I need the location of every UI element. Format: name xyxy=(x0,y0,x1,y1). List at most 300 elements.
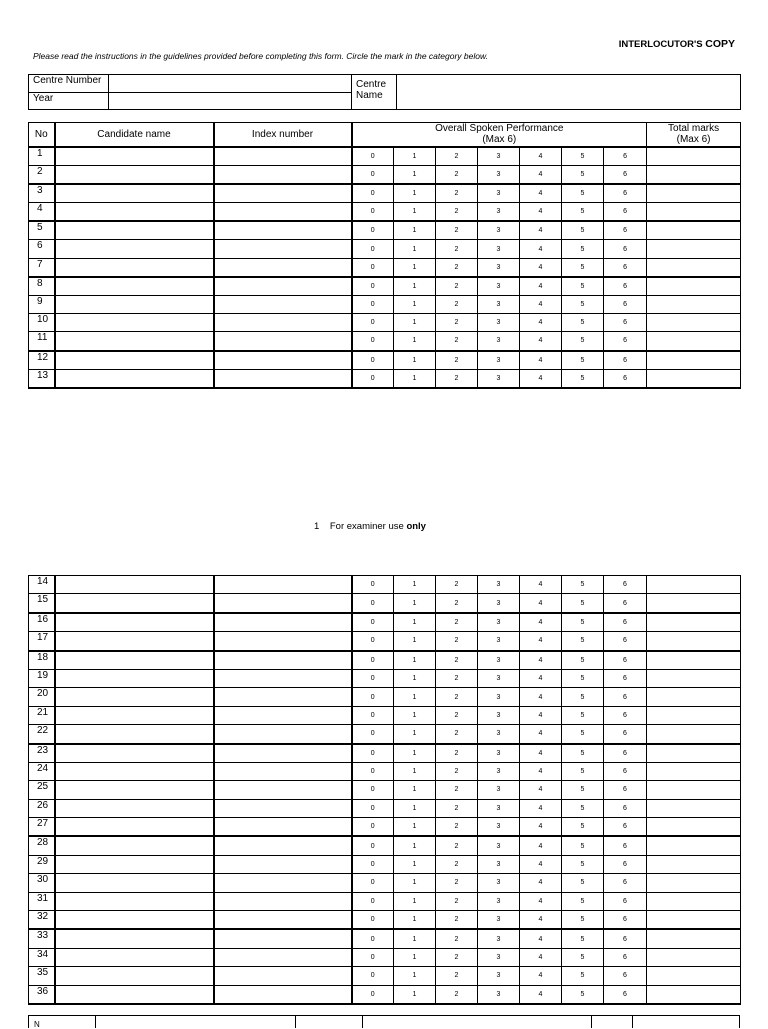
mark-option-0[interactable]: 0 xyxy=(352,203,394,222)
candidate-name-field[interactable] xyxy=(55,706,214,724)
mark-option-2[interactable]: 2 xyxy=(436,165,478,184)
mark-option-1[interactable]: 1 xyxy=(394,836,436,855)
mark-option-3[interactable]: 3 xyxy=(478,203,520,222)
mark-option-2[interactable]: 2 xyxy=(436,203,478,222)
candidate-name-field[interactable] xyxy=(55,651,214,670)
mark-option-6[interactable]: 6 xyxy=(604,967,647,985)
mark-option-6[interactable]: 6 xyxy=(604,369,647,388)
mark-option-2[interactable]: 2 xyxy=(436,855,478,873)
mark-option-1[interactable]: 1 xyxy=(394,221,436,240)
mark-option-0[interactable]: 0 xyxy=(352,874,394,892)
mark-option-6[interactable]: 6 xyxy=(604,651,647,670)
mark-option-3[interactable]: 3 xyxy=(478,985,520,1004)
mark-option-3[interactable]: 3 xyxy=(478,221,520,240)
mark-option-6[interactable]: 6 xyxy=(604,799,647,817)
mark-option-5[interactable]: 5 xyxy=(562,165,604,184)
index-number-field[interactable] xyxy=(214,651,352,670)
total-marks-field[interactable] xyxy=(647,165,741,184)
mark-option-1[interactable]: 1 xyxy=(394,669,436,687)
candidate-name-field[interactable] xyxy=(55,314,214,332)
candidate-name-field[interactable] xyxy=(55,892,214,910)
mark-option-4[interactable]: 4 xyxy=(520,967,562,985)
mark-option-4[interactable]: 4 xyxy=(520,147,562,166)
mark-option-3[interactable]: 3 xyxy=(478,892,520,910)
mark-option-1[interactable]: 1 xyxy=(394,296,436,314)
mark-option-1[interactable]: 1 xyxy=(394,277,436,296)
index-number-field[interactable] xyxy=(214,594,352,613)
mark-option-2[interactable]: 2 xyxy=(436,892,478,910)
mark-option-3[interactable]: 3 xyxy=(478,369,520,388)
mark-option-0[interactable]: 0 xyxy=(352,669,394,687)
index-number-field[interactable] xyxy=(214,165,352,184)
mark-option-4[interactable]: 4 xyxy=(520,258,562,277)
index-number-field[interactable] xyxy=(214,613,352,632)
mark-option-1[interactable]: 1 xyxy=(394,314,436,332)
mark-option-6[interactable]: 6 xyxy=(604,781,647,799)
candidate-name-field[interactable] xyxy=(55,632,214,651)
mark-option-0[interactable]: 0 xyxy=(352,576,394,594)
candidate-name-field[interactable] xyxy=(55,147,214,166)
mark-option-3[interactable]: 3 xyxy=(478,911,520,930)
mark-option-3[interactable]: 3 xyxy=(478,332,520,351)
mark-option-3[interactable]: 3 xyxy=(478,184,520,203)
total-marks-field[interactable] xyxy=(647,669,741,687)
mark-option-3[interactable]: 3 xyxy=(478,688,520,706)
mark-option-5[interactable]: 5 xyxy=(562,669,604,687)
index-number-field[interactable] xyxy=(214,240,352,258)
mark-option-4[interactable]: 4 xyxy=(520,277,562,296)
mark-option-2[interactable]: 2 xyxy=(436,314,478,332)
total-marks-field[interactable] xyxy=(647,613,741,632)
total-marks-field[interactable] xyxy=(647,314,741,332)
mark-option-4[interactable]: 4 xyxy=(520,892,562,910)
candidate-name-field[interactable] xyxy=(55,911,214,930)
mark-option-3[interactable]: 3 xyxy=(478,818,520,837)
mark-option-1[interactable]: 1 xyxy=(394,799,436,817)
mark-option-5[interactable]: 5 xyxy=(562,855,604,873)
mark-option-4[interactable]: 4 xyxy=(520,594,562,613)
mark-option-1[interactable]: 1 xyxy=(394,781,436,799)
mark-option-2[interactable]: 2 xyxy=(436,985,478,1004)
index-number-field[interactable] xyxy=(214,221,352,240)
mark-option-3[interactable]: 3 xyxy=(478,651,520,670)
candidate-name-field[interactable] xyxy=(55,818,214,837)
mark-option-5[interactable]: 5 xyxy=(562,296,604,314)
index-number-field[interactable] xyxy=(214,688,352,706)
mark-option-6[interactable]: 6 xyxy=(604,203,647,222)
candidate-name-field[interactable] xyxy=(55,744,214,763)
mark-option-2[interactable]: 2 xyxy=(436,632,478,651)
mark-option-5[interactable]: 5 xyxy=(562,799,604,817)
total-marks-field[interactable] xyxy=(647,688,741,706)
mark-option-2[interactable]: 2 xyxy=(436,221,478,240)
mark-option-5[interactable]: 5 xyxy=(562,706,604,724)
mark-option-3[interactable]: 3 xyxy=(478,576,520,594)
candidate-name-field[interactable] xyxy=(55,369,214,388)
mark-option-4[interactable]: 4 xyxy=(520,221,562,240)
total-marks-field[interactable] xyxy=(647,651,741,670)
index-number-field[interactable] xyxy=(214,799,352,817)
mark-option-6[interactable]: 6 xyxy=(604,258,647,277)
mark-option-3[interactable]: 3 xyxy=(478,929,520,948)
total-marks-field[interactable] xyxy=(647,706,741,724)
mark-option-5[interactable]: 5 xyxy=(562,836,604,855)
mark-option-2[interactable]: 2 xyxy=(436,277,478,296)
centre-number-field[interactable] xyxy=(109,75,352,93)
mark-option-1[interactable]: 1 xyxy=(394,632,436,651)
mark-option-2[interactable]: 2 xyxy=(436,651,478,670)
mark-option-4[interactable]: 4 xyxy=(520,576,562,594)
mark-option-1[interactable]: 1 xyxy=(394,184,436,203)
candidate-name-field[interactable] xyxy=(55,576,214,594)
mark-option-2[interactable]: 2 xyxy=(436,762,478,780)
index-number-field[interactable] xyxy=(214,203,352,222)
mark-option-4[interactable]: 4 xyxy=(520,762,562,780)
mark-option-1[interactable]: 1 xyxy=(394,165,436,184)
mark-option-6[interactable]: 6 xyxy=(604,985,647,1004)
mark-option-2[interactable]: 2 xyxy=(436,240,478,258)
mark-option-0[interactable]: 0 xyxy=(352,855,394,873)
mark-option-0[interactable]: 0 xyxy=(352,351,394,370)
index-number-field[interactable] xyxy=(214,855,352,873)
mark-option-2[interactable]: 2 xyxy=(436,332,478,351)
mark-option-5[interactable]: 5 xyxy=(562,369,604,388)
mark-option-4[interactable]: 4 xyxy=(520,855,562,873)
index-number-field[interactable] xyxy=(214,836,352,855)
mark-option-6[interactable]: 6 xyxy=(604,836,647,855)
mark-option-0[interactable]: 0 xyxy=(352,277,394,296)
mark-option-5[interactable]: 5 xyxy=(562,967,604,985)
mark-option-5[interactable]: 5 xyxy=(562,762,604,780)
index-number-field[interactable] xyxy=(214,369,352,388)
mark-option-5[interactable]: 5 xyxy=(562,203,604,222)
mark-option-1[interactable]: 1 xyxy=(394,874,436,892)
total-marks-field[interactable] xyxy=(647,332,741,351)
mark-option-5[interactable]: 5 xyxy=(562,277,604,296)
candidate-name-field[interactable] xyxy=(55,240,214,258)
mark-option-5[interactable]: 5 xyxy=(562,985,604,1004)
mark-option-0[interactable]: 0 xyxy=(352,799,394,817)
centre-name-field[interactable] xyxy=(397,75,741,110)
mark-option-2[interactable]: 2 xyxy=(436,929,478,948)
mark-option-4[interactable]: 4 xyxy=(520,669,562,687)
candidate-name-field[interactable] xyxy=(55,613,214,632)
total-marks-field[interactable] xyxy=(647,594,741,613)
total-marks-field[interactable] xyxy=(647,781,741,799)
mark-option-1[interactable]: 1 xyxy=(394,576,436,594)
mark-option-4[interactable]: 4 xyxy=(520,818,562,837)
mark-option-5[interactable]: 5 xyxy=(562,781,604,799)
mark-option-5[interactable]: 5 xyxy=(562,929,604,948)
index-number-field[interactable] xyxy=(214,892,352,910)
mark-option-6[interactable]: 6 xyxy=(604,184,647,203)
total-marks-field[interactable] xyxy=(647,240,741,258)
mark-option-3[interactable]: 3 xyxy=(478,314,520,332)
total-marks-field[interactable] xyxy=(647,911,741,930)
mark-option-3[interactable]: 3 xyxy=(478,836,520,855)
mark-option-0[interactable]: 0 xyxy=(352,594,394,613)
candidate-name-field[interactable] xyxy=(55,258,214,277)
mark-option-4[interactable]: 4 xyxy=(520,314,562,332)
mark-option-2[interactable]: 2 xyxy=(436,744,478,763)
mark-option-0[interactable]: 0 xyxy=(352,762,394,780)
mark-option-1[interactable]: 1 xyxy=(394,892,436,910)
mark-option-4[interactable]: 4 xyxy=(520,744,562,763)
total-marks-field[interactable] xyxy=(647,296,741,314)
mark-option-4[interactable]: 4 xyxy=(520,165,562,184)
mark-option-5[interactable]: 5 xyxy=(562,332,604,351)
total-marks-field[interactable] xyxy=(647,632,741,651)
mark-option-0[interactable]: 0 xyxy=(352,688,394,706)
index-number-field[interactable] xyxy=(214,911,352,930)
mark-option-2[interactable]: 2 xyxy=(436,369,478,388)
mark-option-6[interactable]: 6 xyxy=(604,725,647,744)
mark-option-6[interactable]: 6 xyxy=(604,240,647,258)
mark-option-2[interactable]: 2 xyxy=(436,576,478,594)
mark-option-3[interactable]: 3 xyxy=(478,277,520,296)
candidate-name-field[interactable] xyxy=(55,874,214,892)
mark-option-5[interactable]: 5 xyxy=(562,948,604,966)
candidate-name-field[interactable] xyxy=(55,221,214,240)
candidate-name-field[interactable] xyxy=(55,985,214,1004)
total-marks-field[interactable] xyxy=(647,855,741,873)
mark-option-0[interactable]: 0 xyxy=(352,948,394,966)
candidate-name-field[interactable] xyxy=(55,948,214,966)
mark-option-1[interactable]: 1 xyxy=(394,818,436,837)
mark-option-4[interactable]: 4 xyxy=(520,781,562,799)
mark-option-6[interactable]: 6 xyxy=(604,892,647,910)
mark-option-0[interactable]: 0 xyxy=(352,369,394,388)
mark-option-6[interactable]: 6 xyxy=(604,332,647,351)
candidate-name-field[interactable] xyxy=(55,967,214,985)
mark-option-1[interactable]: 1 xyxy=(394,258,436,277)
mark-option-1[interactable]: 1 xyxy=(394,688,436,706)
index-number-field[interactable] xyxy=(214,985,352,1004)
mark-option-6[interactable]: 6 xyxy=(604,314,647,332)
mark-option-2[interactable]: 2 xyxy=(436,874,478,892)
index-number-field[interactable] xyxy=(214,818,352,837)
mark-option-4[interactable]: 4 xyxy=(520,725,562,744)
mark-option-0[interactable]: 0 xyxy=(352,967,394,985)
index-number-field[interactable] xyxy=(214,332,352,351)
total-marks-field[interactable] xyxy=(647,277,741,296)
candidate-name-field[interactable] xyxy=(55,165,214,184)
mark-option-5[interactable]: 5 xyxy=(562,184,604,203)
mark-option-6[interactable]: 6 xyxy=(604,762,647,780)
mark-option-5[interactable]: 5 xyxy=(562,240,604,258)
mark-option-3[interactable]: 3 xyxy=(478,744,520,763)
mark-option-0[interactable]: 0 xyxy=(352,314,394,332)
total-marks-field[interactable] xyxy=(647,836,741,855)
candidate-name-field[interactable] xyxy=(55,203,214,222)
mark-option-3[interactable]: 3 xyxy=(478,147,520,166)
mark-option-5[interactable]: 5 xyxy=(562,632,604,651)
mark-option-4[interactable]: 4 xyxy=(520,184,562,203)
mark-option-6[interactable]: 6 xyxy=(604,744,647,763)
index-number-field[interactable] xyxy=(214,277,352,296)
mark-option-0[interactable]: 0 xyxy=(352,258,394,277)
mark-option-0[interactable]: 0 xyxy=(352,725,394,744)
total-marks-field[interactable] xyxy=(647,351,741,370)
mark-option-4[interactable]: 4 xyxy=(520,929,562,948)
mark-option-2[interactable]: 2 xyxy=(436,184,478,203)
mark-option-5[interactable]: 5 xyxy=(562,594,604,613)
mark-option-6[interactable]: 6 xyxy=(604,165,647,184)
mark-option-4[interactable]: 4 xyxy=(520,799,562,817)
mark-option-1[interactable]: 1 xyxy=(394,706,436,724)
mark-option-6[interactable]: 6 xyxy=(604,632,647,651)
mark-option-6[interactable]: 6 xyxy=(604,874,647,892)
mark-option-2[interactable]: 2 xyxy=(436,818,478,837)
mark-option-4[interactable]: 4 xyxy=(520,203,562,222)
mark-option-2[interactable]: 2 xyxy=(436,258,478,277)
mark-option-3[interactable]: 3 xyxy=(478,781,520,799)
total-marks-field[interactable] xyxy=(647,221,741,240)
mark-option-0[interactable]: 0 xyxy=(352,818,394,837)
total-marks-field[interactable] xyxy=(647,725,741,744)
candidate-name-field[interactable] xyxy=(55,725,214,744)
mark-option-1[interactable]: 1 xyxy=(394,948,436,966)
index-number-field[interactable] xyxy=(214,874,352,892)
index-number-field[interactable] xyxy=(214,296,352,314)
index-number-field[interactable] xyxy=(214,929,352,948)
mark-option-5[interactable]: 5 xyxy=(562,892,604,910)
mark-option-5[interactable]: 5 xyxy=(562,576,604,594)
total-marks-field[interactable] xyxy=(647,762,741,780)
mark-option-5[interactable]: 5 xyxy=(562,258,604,277)
mark-option-1[interactable]: 1 xyxy=(394,351,436,370)
mark-option-1[interactable]: 1 xyxy=(394,147,436,166)
mark-option-1[interactable]: 1 xyxy=(394,967,436,985)
candidate-name-field[interactable] xyxy=(55,669,214,687)
index-number-field[interactable] xyxy=(214,147,352,166)
mark-option-1[interactable]: 1 xyxy=(394,911,436,930)
mark-option-2[interactable]: 2 xyxy=(436,613,478,632)
index-number-field[interactable] xyxy=(214,744,352,763)
mark-option-3[interactable]: 3 xyxy=(478,967,520,985)
mark-option-3[interactable]: 3 xyxy=(478,706,520,724)
mark-option-4[interactable]: 4 xyxy=(520,706,562,724)
mark-option-1[interactable]: 1 xyxy=(394,985,436,1004)
mark-option-5[interactable]: 5 xyxy=(562,818,604,837)
total-marks-field[interactable] xyxy=(647,929,741,948)
mark-option-6[interactable]: 6 xyxy=(604,296,647,314)
mark-option-3[interactable]: 3 xyxy=(478,594,520,613)
mark-option-0[interactable]: 0 xyxy=(352,296,394,314)
mark-option-6[interactable]: 6 xyxy=(604,818,647,837)
mark-option-0[interactable]: 0 xyxy=(352,651,394,670)
mark-option-0[interactable]: 0 xyxy=(352,892,394,910)
mark-option-2[interactable]: 2 xyxy=(436,688,478,706)
mark-option-0[interactable]: 0 xyxy=(352,613,394,632)
candidate-name-field[interactable] xyxy=(55,836,214,855)
mark-option-6[interactable]: 6 xyxy=(604,576,647,594)
index-number-field[interactable] xyxy=(214,948,352,966)
mark-option-2[interactable]: 2 xyxy=(436,669,478,687)
mark-option-4[interactable]: 4 xyxy=(520,651,562,670)
index-number-field[interactable] xyxy=(214,669,352,687)
index-number-field[interactable] xyxy=(214,258,352,277)
mark-option-4[interactable]: 4 xyxy=(520,240,562,258)
mark-option-3[interactable]: 3 xyxy=(478,632,520,651)
candidate-name-field[interactable] xyxy=(55,688,214,706)
total-marks-field[interactable] xyxy=(647,892,741,910)
total-marks-field[interactable] xyxy=(647,818,741,837)
total-marks-field[interactable] xyxy=(647,258,741,277)
mark-option-4[interactable]: 4 xyxy=(520,688,562,706)
index-number-field[interactable] xyxy=(214,706,352,724)
candidate-name-field[interactable] xyxy=(55,781,214,799)
mark-option-3[interactable]: 3 xyxy=(478,351,520,370)
mark-option-0[interactable]: 0 xyxy=(352,632,394,651)
total-marks-field[interactable] xyxy=(647,184,741,203)
mark-option-1[interactable]: 1 xyxy=(394,369,436,388)
mark-option-5[interactable]: 5 xyxy=(562,314,604,332)
mark-option-5[interactable]: 5 xyxy=(562,911,604,930)
total-marks-field[interactable] xyxy=(647,874,741,892)
mark-option-5[interactable]: 5 xyxy=(562,744,604,763)
candidate-name-field[interactable] xyxy=(55,296,214,314)
index-number-field[interactable] xyxy=(214,576,352,594)
mark-option-1[interactable]: 1 xyxy=(394,332,436,351)
mark-option-4[interactable]: 4 xyxy=(520,613,562,632)
index-number-field[interactable] xyxy=(214,314,352,332)
mark-option-0[interactable]: 0 xyxy=(352,706,394,724)
mark-option-0[interactable]: 0 xyxy=(352,911,394,930)
mark-option-2[interactable]: 2 xyxy=(436,147,478,166)
mark-option-1[interactable]: 1 xyxy=(394,651,436,670)
candidate-name-field[interactable] xyxy=(55,277,214,296)
mark-option-2[interactable]: 2 xyxy=(436,836,478,855)
mark-option-4[interactable]: 4 xyxy=(520,836,562,855)
mark-option-2[interactable]: 2 xyxy=(436,594,478,613)
candidate-name-field[interactable] xyxy=(55,184,214,203)
mark-option-4[interactable]: 4 xyxy=(520,296,562,314)
mark-option-5[interactable]: 5 xyxy=(562,147,604,166)
mark-option-3[interactable]: 3 xyxy=(478,258,520,277)
mark-option-1[interactable]: 1 xyxy=(394,203,436,222)
total-marks-field[interactable] xyxy=(647,985,741,1004)
candidate-name-field[interactable] xyxy=(55,594,214,613)
mark-option-4[interactable]: 4 xyxy=(520,332,562,351)
mark-option-6[interactable]: 6 xyxy=(604,613,647,632)
mark-option-1[interactable]: 1 xyxy=(394,725,436,744)
mark-option-0[interactable]: 0 xyxy=(352,332,394,351)
mark-option-3[interactable]: 3 xyxy=(478,948,520,966)
candidate-name-field[interactable] xyxy=(55,332,214,351)
mark-option-4[interactable]: 4 xyxy=(520,948,562,966)
candidate-name-field[interactable] xyxy=(55,762,214,780)
mark-option-6[interactable]: 6 xyxy=(604,855,647,873)
mark-option-6[interactable]: 6 xyxy=(604,147,647,166)
mark-option-1[interactable]: 1 xyxy=(394,240,436,258)
mark-option-3[interactable]: 3 xyxy=(478,799,520,817)
candidate-name-field[interactable] xyxy=(55,799,214,817)
mark-option-1[interactable]: 1 xyxy=(394,855,436,873)
mark-option-2[interactable]: 2 xyxy=(436,911,478,930)
mark-option-3[interactable]: 3 xyxy=(478,725,520,744)
index-number-field[interactable] xyxy=(214,725,352,744)
mark-option-6[interactable]: 6 xyxy=(604,929,647,948)
total-marks-field[interactable] xyxy=(647,147,741,166)
mark-option-0[interactable]: 0 xyxy=(352,929,394,948)
mark-option-1[interactable]: 1 xyxy=(394,613,436,632)
mark-option-6[interactable]: 6 xyxy=(604,706,647,724)
mark-option-0[interactable]: 0 xyxy=(352,221,394,240)
mark-option-0[interactable]: 0 xyxy=(352,985,394,1004)
mark-option-6[interactable]: 6 xyxy=(604,594,647,613)
mark-option-4[interactable]: 4 xyxy=(520,369,562,388)
